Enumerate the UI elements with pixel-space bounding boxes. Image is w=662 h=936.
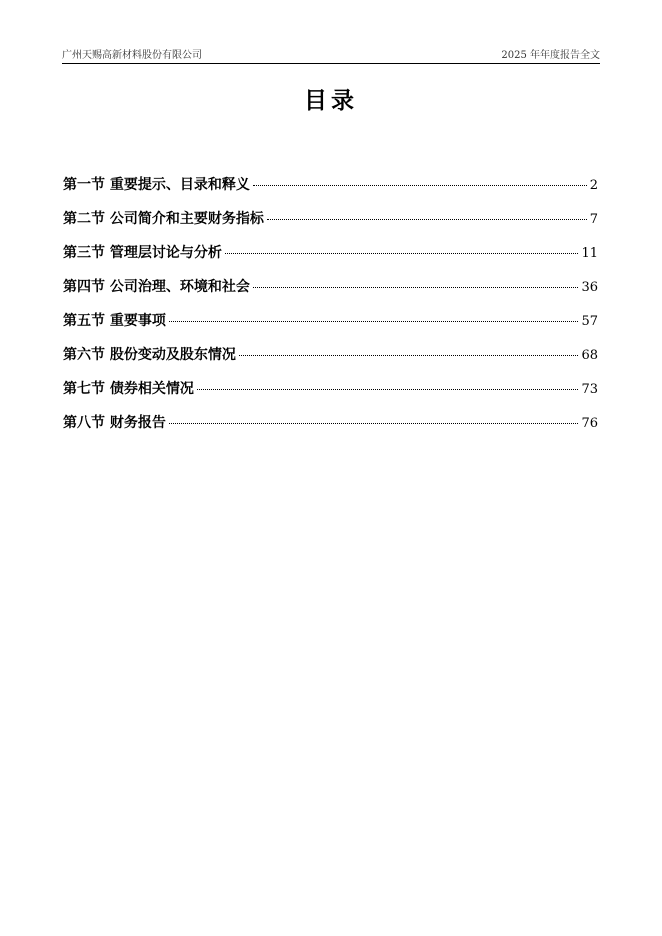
toc-item[interactable] [63,243,598,277]
toc-item[interactable] [63,311,598,345]
toc-item-page: 68 [581,348,598,363]
toc-item-label: 第六节 股份变动及股东情况 [63,347,236,363]
toc-leader-dots [253,184,587,186]
toc-item-label: 第五节 重要事项 [63,313,166,329]
toc-item-page: 2 [589,178,598,193]
toc-item-label: 第一节 重要提示、目录和释义 [63,177,250,193]
toc-item[interactable] [63,277,598,311]
toc-item[interactable] [63,175,598,209]
toc-item-page: 57 [581,314,598,329]
toc-item-page: 7 [589,212,598,227]
toc-item-label: 第四节 公司治理、环境和社会 [63,279,250,295]
header-report: 2025 年年度报告全文 [501,50,600,61]
toc-leader-dots [267,218,587,220]
toc-item-page: 11 [581,246,598,261]
toc-item-page: 36 [581,280,598,295]
toc-leader-dots [239,354,579,356]
toc-item-label: 第八节 财务报告 [63,415,166,431]
toc-item[interactable] [63,413,598,447]
toc-item-label: 第三节 管理层讨论与分析 [63,245,222,261]
toc-leader-dots [169,320,579,322]
toc-leader-dots [225,252,579,254]
header-company: 广州天赐高新材料股份有限公司 [62,50,202,61]
toc-item[interactable] [63,345,598,379]
toc-leader-dots [169,422,579,424]
toc-item[interactable] [63,379,598,413]
toc-item-page: 76 [581,416,598,431]
toc-leader-dots [197,388,579,390]
toc-item-page: 73 [581,382,598,397]
toc-item[interactable] [63,209,598,243]
toc-item-label: 第二节 公司简介和主要财务指标 [63,211,264,227]
toc-leader-dots [253,286,579,288]
page-title: 目录 [304,87,358,114]
toc-item-label: 第七节 债券相关情况 [63,381,194,397]
table-of-contents [63,175,598,447]
page-header [62,44,600,64]
